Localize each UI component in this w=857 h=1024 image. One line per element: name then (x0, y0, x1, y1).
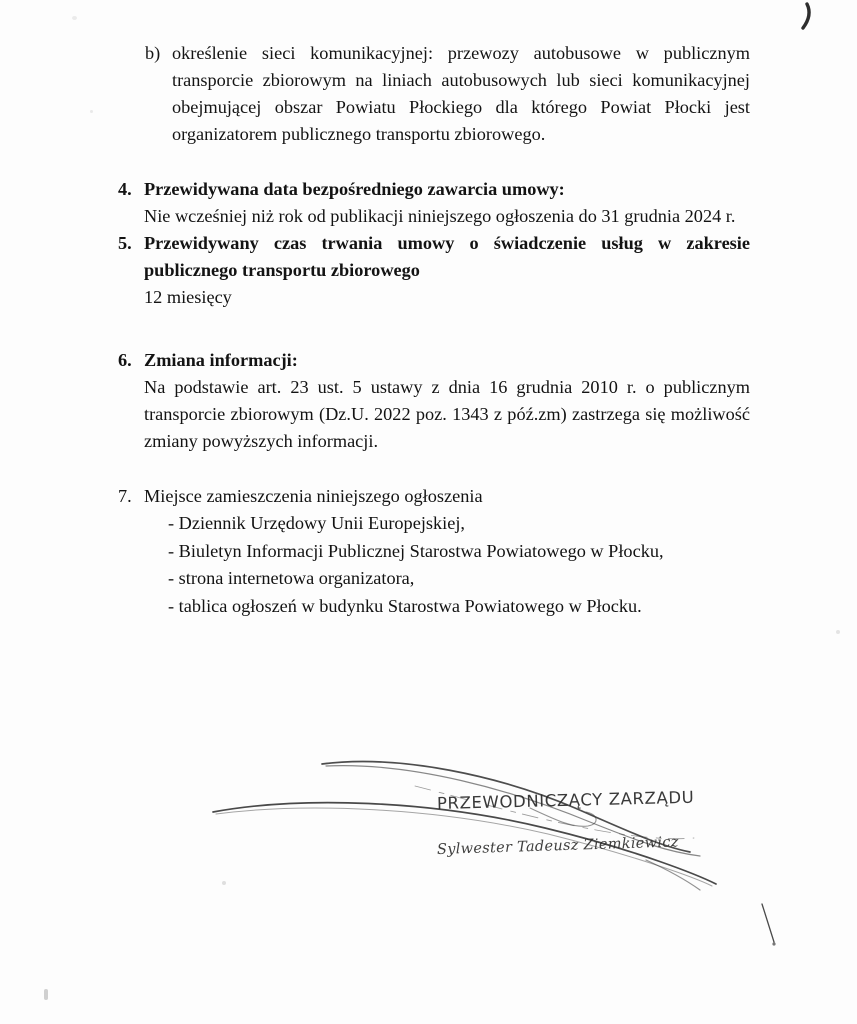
sub-item-b (118, 40, 750, 148)
section-4-body: Nie wcześniej niż rok od publikacji niniejszego ogłoszenia do 31 grudnia 2024 r. (144, 206, 736, 226)
list-item: - strona internetowa organizatora, (168, 568, 415, 588)
scan-speck (90, 110, 93, 113)
list-item: - tablica ogłoszeń w budynku Starostwa Powiatowego w Płocku. (168, 595, 642, 616)
top-right-pen-mark (795, 0, 855, 45)
section-7 (118, 483, 750, 620)
section-5 (118, 230, 750, 311)
signer-name: Sylwester Tadeusz Ziemkiewicz (436, 834, 679, 858)
document-body (118, 40, 750, 620)
scan-speck (836, 630, 840, 634)
section-4-number: 4. (118, 179, 132, 199)
section-6 (118, 347, 750, 455)
sub-item-b-marker: b) (145, 43, 161, 63)
stamp-title: PRZEWODNICZĄCY ZARZĄDU (436, 787, 695, 813)
section-4-heading: Przewidywana data bezpośredniego zawarcia umowy: (144, 179, 565, 199)
section-6-body: Na podstawie art. 23 ust. 5 ustawy z dnia 16 grudnia 2010 r. o publicznym transporcie zbiorowym (Dz.U. 2022 poz. 1343 z póź.zm) zastrzega się możliwość zmiany powyższych informacji. (144, 377, 750, 451)
list-item: - Biuletyn Informacji Publicznej Starostwa Powiatowego w Płocku, (168, 540, 664, 561)
list-item: - Dziennik Urzędowy Unii Europejskiej, (168, 513, 465, 533)
section-6-heading: Zmiana informacji: (144, 350, 298, 370)
right-side-pen-stroke (748, 898, 808, 968)
scan-speck (222, 881, 226, 885)
section-7-heading: Miejsce zamieszczenia niniejszego ogłoszenia (144, 486, 483, 506)
scan-speck (44, 989, 48, 1000)
section-5-heading: Przewidywany czas trwania umowy o świadczenie usług w zakresie publicznego transportu zbiorowego (144, 233, 750, 280)
scan-speck (72, 16, 77, 20)
section-5-number: 5. (118, 233, 132, 253)
sub-item-b-text: określenie sieci komunikacyjnej: przewozy autobusowe w publicznym transporcie zbiorowym na liniach autobusowych lub sieci komunikacyjnej obejmującej obszar Powiatu Płockiego dla którego Powiat Płocki jest organizatorem publicznego transportu zbiorowego. (172, 43, 750, 144)
section-7-bullet-list (144, 510, 750, 620)
section-7-number: 7. (118, 486, 132, 506)
section-6-number: 6. (118, 350, 132, 370)
section-5-body: 12 miesięcy (144, 287, 232, 307)
section-4 (118, 176, 750, 230)
